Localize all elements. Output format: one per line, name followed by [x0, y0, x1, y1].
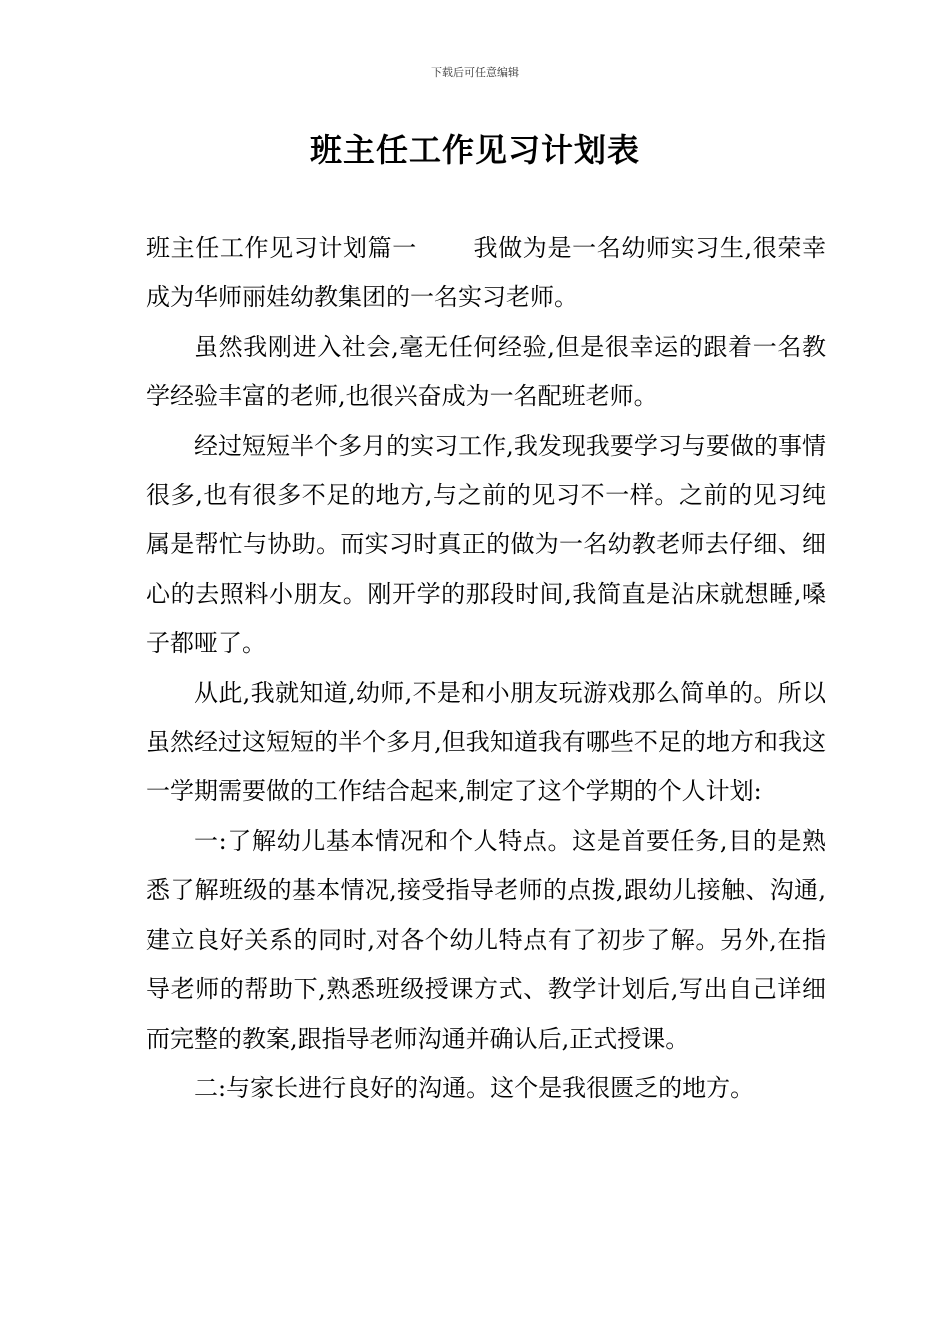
paragraph-2: 经过短短半个多月的实习工作,我发现我要学习与要做的事情很多,也有很多不足的地方,与之前的见习不一样。之前的见习纯属是帮忙与协助。而实习时真正的做为一名幼教老师去仔细、细心的去照料小朋友。刚开学的那段时间,我简直是沾床就想睡,嗓子都哑了。 [146, 431, 826, 658]
document-title: 班主任工作见习计划表 [309, 131, 640, 169]
intro-paragraph [146, 224, 826, 323]
intro-lead: 班主任工作见习计划篇一 [146, 234, 417, 262]
paragraph-3: 从此,我就知道,幼师,不是和小朋友玩游戏那么简单的。所以虽然经过这短短的半个多月,但我知道我有哪些不足的地方和我这一学期需要做的工作结合起来,制定了这个学期的个人计划: [146, 678, 826, 806]
intro-text: 我做为是一名幼师实习生,很荣幸成为华师丽娃幼教集团的一名实习老师。 [146, 234, 826, 312]
paragraph-5: 二:与家长进行良好的沟通。这个是我很匮乏的地方。 [194, 1073, 755, 1102]
header-note: 下载后可任意编辑 [431, 66, 519, 79]
paragraph-4: 一:了解幼儿基本情况和个人特点。这是首要任务,目的是熟悉了解班级的基本情况,接受指导老师的点拨,跟幼儿接触、沟通,建立良好关系的同时,对各个幼儿特点有了初步了解。另外,在指导老师的帮助下,熟悉班级授课方式、教学计划后,写出自己详细而完整的教案,跟指导老师沟通并确认后,正式授课。 [146, 826, 826, 1053]
paragraph-1: 虽然我刚进入社会,毫无任何经验,但是很幸运的跟着一名教学经验丰富的老师,也很兴奋成为一名配班老师。 [146, 332, 826, 411]
document-body [146, 224, 826, 1113]
